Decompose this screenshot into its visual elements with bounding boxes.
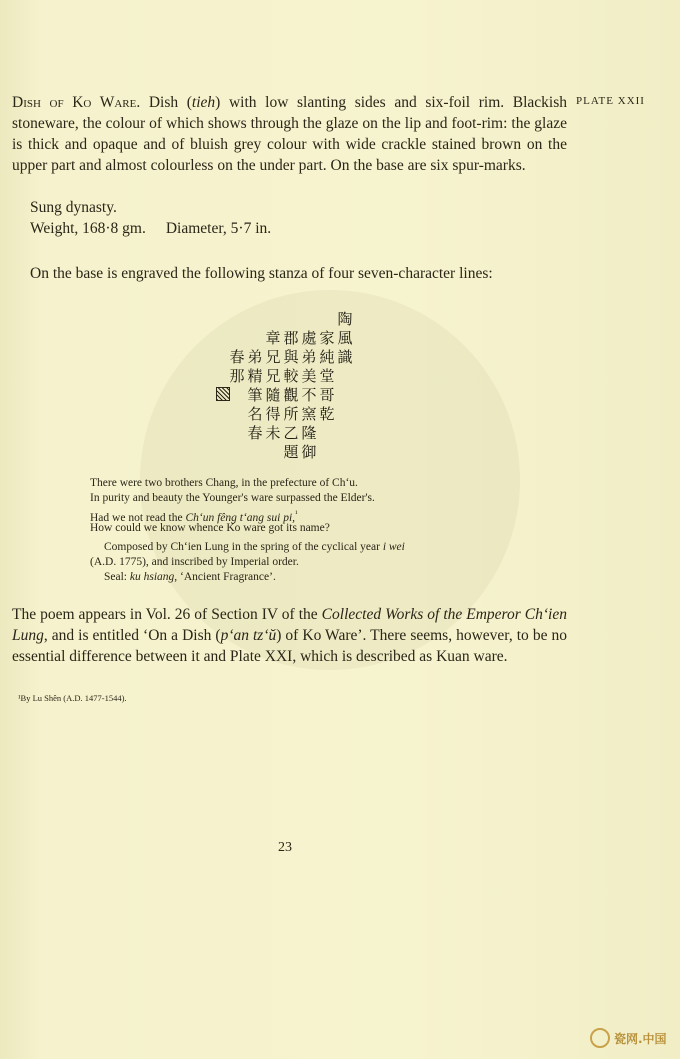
translation-line: There were two brothers Chang, in the prefecture of Ch‘u.: [90, 477, 358, 489]
description-paragraph: [12, 92, 567, 176]
translation-line: In purity and beauty the Younger's ware surpassed the Elder's.: [90, 492, 375, 504]
term-pan-tzu: p‘an tz‘ŭ: [220, 627, 277, 644]
para-text: Dish (: [140, 94, 192, 111]
watermark-icon: [590, 1028, 610, 1048]
intro-line: On the base is engraved the following stanza of four seven-character lines:: [30, 265, 493, 282]
chinese-column: 處 弟 美 不 窯 隆 御: [301, 329, 317, 461]
seal-label: Seal:: [104, 571, 130, 583]
seal-name: ku hsiang: [129, 571, 175, 583]
composed-text: Composed by Ch‘ien Lung in the spring of the cyclical year: [104, 541, 383, 553]
translation-line: How could we know whence Ko ware got its name?: [90, 522, 330, 534]
watermark-text: 瓷网.中国: [614, 1031, 667, 1046]
composed-line: [104, 540, 544, 555]
footnote: ¹By Lu Shên (A.D. 1477-1544).: [18, 693, 127, 703]
para-text-tail: ) with low slanting sides and six-foil rim. Blackish stoneware, the colour of which shows through the glaze on the lip and foot-rim: the glaze is thick and opaque and of bluish grey colour with wide crackle stained brown on the upper part and almost colourless on the under part. On the base are six spur-marks.: [12, 94, 567, 174]
chinese-column: 章 兄 兄 隨 得 未: [265, 329, 281, 442]
seal-meaning: , ‘Ancient Fragrance’.: [174, 571, 276, 583]
watermark-logo: [590, 1028, 667, 1048]
translation-title: Ch‘un fêng t‘ang sui pi,: [185, 511, 296, 524]
composed-line-2: (A.D. 1775), and inscribed by Imperial order.: [90, 556, 299, 568]
chinese-column: 春 那: [229, 348, 245, 385]
plate-label: PLATE XXII: [576, 95, 645, 107]
footnote-marker: ¹: [295, 509, 298, 518]
chinese-column: 郡 與 較 觀 所 乙 題: [283, 329, 299, 461]
seal-icon: [216, 387, 230, 401]
chinese-inscription: [214, 308, 354, 461]
page-number: 23: [278, 840, 292, 855]
cyclical-year: i wei: [382, 541, 405, 553]
diameter: Diameter, 5·7 in.: [165, 220, 272, 237]
para2-text: The poem appears in Vol. 26 of Section IV of the: [12, 606, 322, 623]
chinese-column: 陶 風 識: [337, 310, 353, 366]
heading: Dish of Ko Ware.: [12, 94, 141, 111]
seal-line: [104, 570, 564, 585]
collected-works-title: Collected Works of the Emperor Ch‘ien Lung: [12, 606, 567, 644]
translation-text: Had we not read the: [90, 511, 186, 524]
term-tieh: tieh: [191, 94, 216, 111]
chinese-column: 家 純 堂 哥 乾: [319, 329, 335, 423]
dynasty-line: Sung dynasty.: [30, 199, 117, 216]
chinese-column: 弟 精 筆 名 春: [247, 348, 263, 442]
para2-text-b: , and is entitled ‘On a Dish (: [43, 627, 221, 644]
measurements: [30, 218, 585, 239]
para2-text-c: ) of Ko Ware’. There seems, however, to be no essential difference between it and Plate XXI, which is described as Kuan ware.: [12, 627, 567, 665]
weight: Weight, 168·8 gm.: [30, 220, 146, 237]
poem-paragraph: [12, 604, 567, 667]
